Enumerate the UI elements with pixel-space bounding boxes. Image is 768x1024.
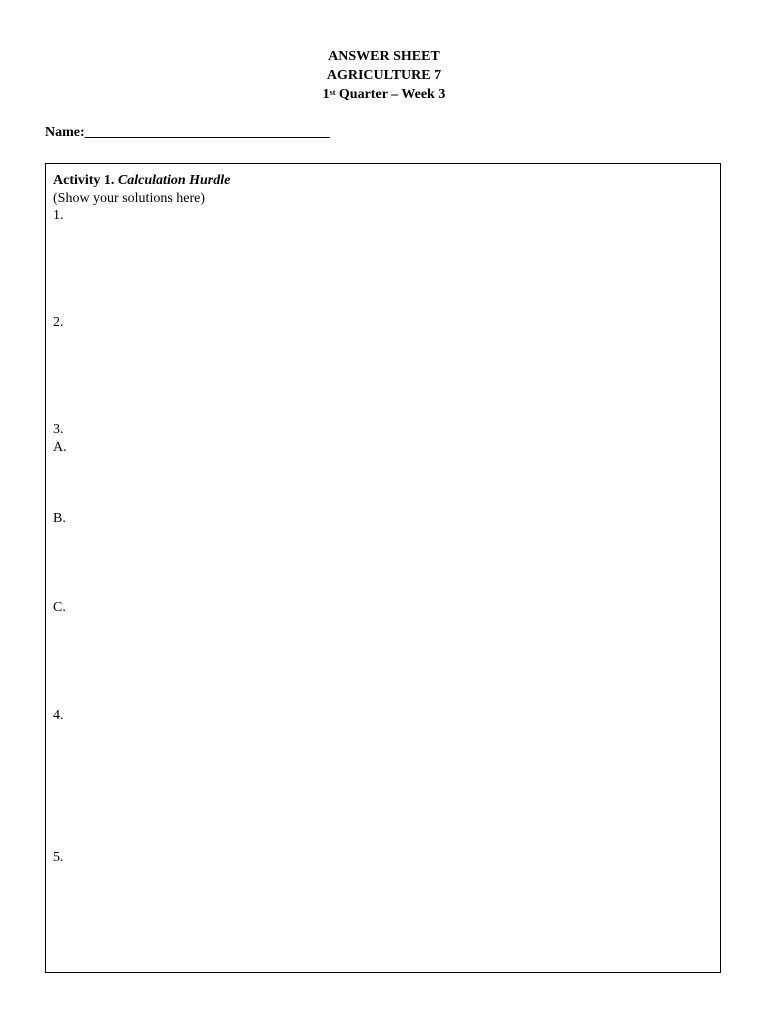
answer-item-4: 4.: [53, 708, 64, 723]
sheet-title: ANSWER SHEET: [328, 49, 440, 64]
answer-item-3a: A.: [53, 440, 67, 455]
quarter-ordinal-suffix: st: [329, 88, 336, 97]
quarter-week-line: [0, 85, 768, 104]
answer-box: [45, 163, 721, 973]
quarter-number: 1: [322, 87, 330, 102]
answer-item-3: 3.: [53, 422, 64, 437]
activity-heading: [53, 172, 230, 189]
answer-item-1: 1.: [53, 208, 64, 223]
activity-instructions: (Show your solutions here): [53, 191, 206, 206]
document-header: [0, 47, 768, 104]
name-field: [45, 123, 330, 142]
answer-item-5: 5.: [53, 850, 64, 865]
answer-item-3b: B.: [53, 511, 66, 526]
name-blank: ___________________________________: [84, 125, 330, 140]
activity-label: Activity 1.: [53, 173, 115, 188]
activity-title: Calculation Hurdle: [117, 173, 231, 188]
answer-item-3c: C.: [53, 600, 66, 615]
answer-item-2: 2.: [53, 315, 64, 330]
quarter-week-text: Quarter – Week 3: [335, 87, 446, 102]
name-label: Name:: [45, 125, 85, 140]
subject-title: AGRICULTURE 7: [326, 68, 442, 83]
